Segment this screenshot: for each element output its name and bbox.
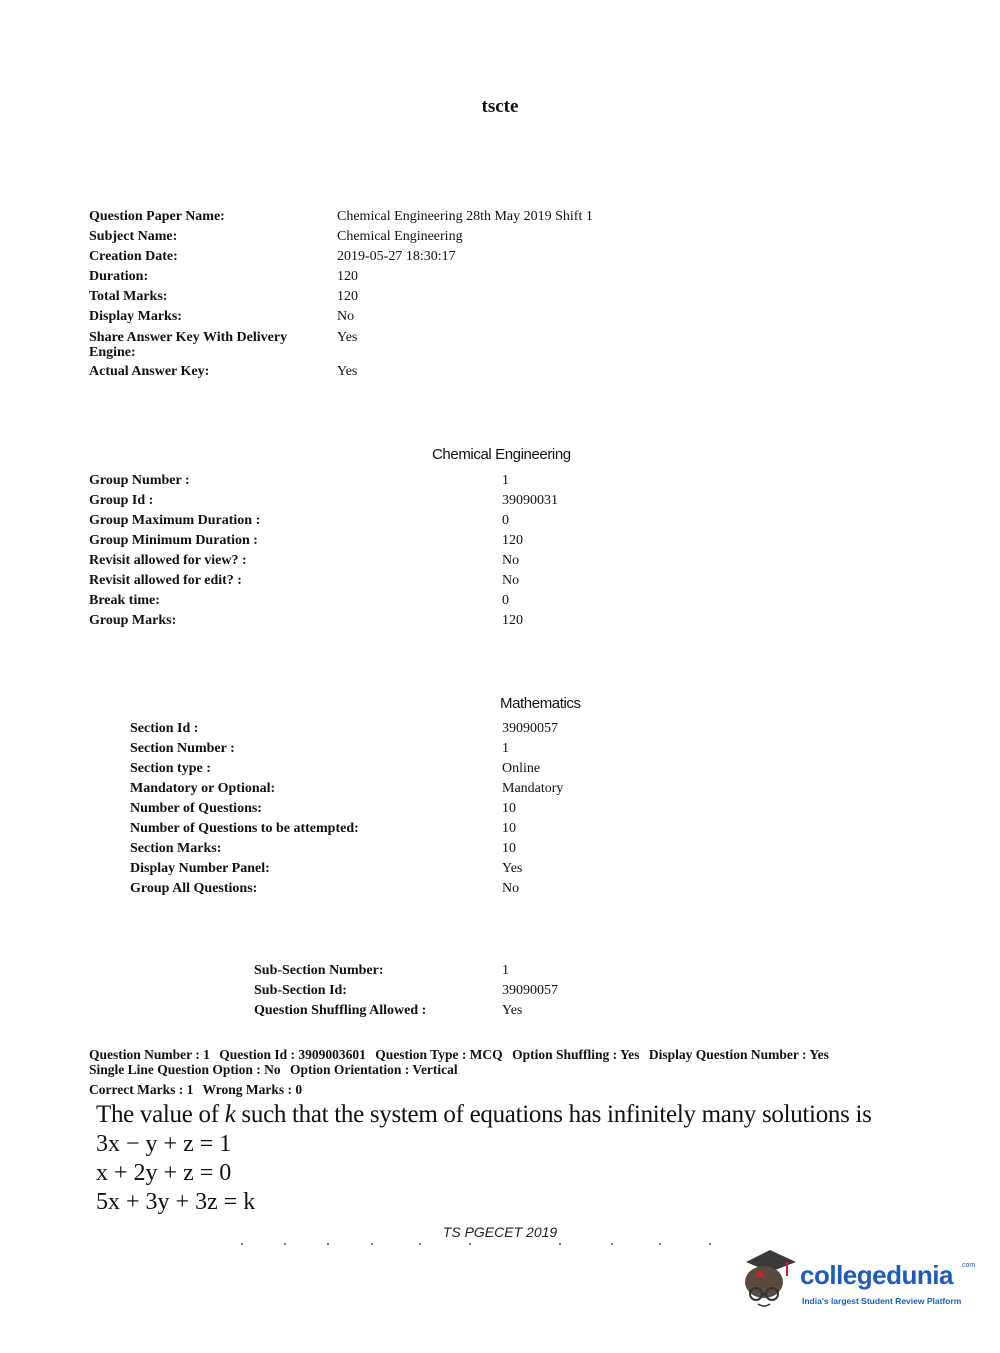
group-heading: Chemical Engineering: [432, 446, 571, 463]
subsection-info-label: Question Shuffling Allowed :: [254, 1003, 427, 1018]
section-info-value: No: [502, 881, 520, 896]
subsection-info-label: Sub-Section Number:: [254, 963, 384, 978]
paper-info-label: Creation Date:: [89, 249, 178, 264]
section-heading: Mathematics: [500, 695, 581, 712]
paper-info-value: Chemical Engineering 28th May 2019 Shift 1: [337, 209, 593, 224]
question-type: Question Type : MCQ: [375, 1047, 503, 1062]
group-info-label: Group Number :: [89, 473, 190, 488]
question-text: [96, 1101, 872, 1129]
group-info-value: 0: [502, 593, 509, 608]
brand-name: collegedunia: [800, 1260, 953, 1290]
subsection-info-value: Yes: [502, 1003, 523, 1018]
section-info-value: 10: [502, 821, 516, 836]
question-meta-line: [89, 1047, 889, 1062]
paper-info-label: Duration:: [89, 269, 149, 284]
equation: 3x − y + z = 1: [96, 1131, 232, 1157]
paper-info-value: 120: [337, 289, 358, 304]
group-info-label: Break time:: [89, 593, 160, 608]
section-info-label: Section Id :: [130, 721, 199, 736]
group-info-label: Revisit allowed for edit? :: [89, 573, 242, 588]
section-info-value: Mandatory: [502, 781, 564, 796]
paper-info-value: No: [337, 309, 355, 324]
section-info-label: Display Number Panel:: [130, 861, 270, 876]
paper-info-label: Subject Name:: [89, 229, 178, 244]
document-title: tscte: [481, 96, 519, 117]
paper-info-value: Yes: [337, 330, 358, 345]
group-info-value: 120: [502, 533, 523, 548]
question-variable: k: [224, 1101, 236, 1128]
equation: 5x + 3y + 3z = k: [96, 1189, 256, 1215]
footer-dots: [240, 1242, 740, 1246]
section-info-value: 10: [502, 841, 516, 856]
brand-tagline: India's largest Student Review Platform: [802, 1296, 962, 1306]
wrong-marks: Wrong Marks : 0: [202, 1082, 303, 1097]
paper-info-label: Share Answer Key With Delivery Engine:: [89, 330, 288, 360]
paper-info-label: Question Paper Name:: [89, 209, 225, 224]
paper-info-label: Display Marks:: [89, 309, 182, 324]
option-orientation: Option Orientation : Vertical: [290, 1062, 458, 1077]
group-info-value: No: [502, 573, 520, 588]
section-info-label: Number of Questions:: [130, 801, 262, 816]
question-meta-line: [89, 1062, 889, 1077]
section-info-label: Section Marks:: [130, 841, 222, 856]
section-info-label: Section Number :: [130, 741, 235, 756]
equation: x + 2y + z = 0: [96, 1160, 232, 1186]
paper-info-value: 2019-05-27 18:30:17: [337, 249, 456, 264]
question-text-part: The value of: [96, 1101, 225, 1128]
collegedunia-logo: [740, 1248, 980, 1318]
display-question-number: Display Question Number : Yes: [648, 1047, 829, 1062]
group-info-label: Revisit allowed for view? :: [89, 553, 247, 568]
group-info-label: Group Id :: [89, 493, 154, 508]
section-info-label: Number of Questions to be attempted:: [130, 821, 359, 836]
subsection-info-label: Sub-Section Id:: [254, 983, 347, 998]
section-info-label: Mandatory or Optional:: [130, 781, 276, 796]
group-info-value: 39090031: [502, 493, 558, 508]
subsection-info-value: 1: [502, 963, 509, 978]
question-id: Question Id : 3909003601: [219, 1047, 366, 1062]
paper-info-label: Actual Answer Key:: [89, 364, 210, 379]
group-info-value: 1: [502, 473, 509, 488]
question-number: Question Number : 1: [89, 1047, 210, 1062]
question-text-part: such that the system of equations has infinitely many solutions is: [235, 1101, 872, 1128]
section-info-value: 1: [502, 741, 509, 756]
section-info-label: Group All Questions:: [130, 881, 258, 896]
subsection-info-value: 39090057: [502, 983, 558, 998]
group-info-value: 120: [502, 613, 523, 628]
paper-info-value: Yes: [337, 364, 358, 379]
option-shuffling: Option Shuffling : Yes: [512, 1047, 640, 1062]
paper-info-value: Chemical Engineering: [337, 229, 463, 244]
question-marks-line: [89, 1082, 889, 1097]
section-info-value: Online: [502, 761, 541, 776]
group-info-label: Group Marks:: [89, 613, 177, 628]
paper-info-value: 120: [337, 269, 358, 284]
group-info-value: No: [502, 553, 520, 568]
section-info-value: 39090057: [502, 721, 558, 736]
section-info-value: 10: [502, 801, 516, 816]
brand-suffix: .com: [960, 1262, 976, 1269]
graduate-mascot-icon: [740, 1248, 798, 1314]
single-line-option: Single Line Question Option : No: [89, 1062, 281, 1077]
group-info-label: Group Maximum Duration :: [89, 513, 261, 528]
exam-footer: TS PGECET 2019: [442, 1224, 558, 1240]
section-info-value: Yes: [502, 861, 523, 876]
correct-marks: Correct Marks : 1: [89, 1082, 194, 1097]
section-info-label: Section type :: [130, 761, 211, 776]
paper-info-label: Total Marks:: [89, 289, 168, 304]
group-info-value: 0: [502, 513, 509, 528]
group-info-label: Group Minimum Duration :: [89, 533, 258, 548]
